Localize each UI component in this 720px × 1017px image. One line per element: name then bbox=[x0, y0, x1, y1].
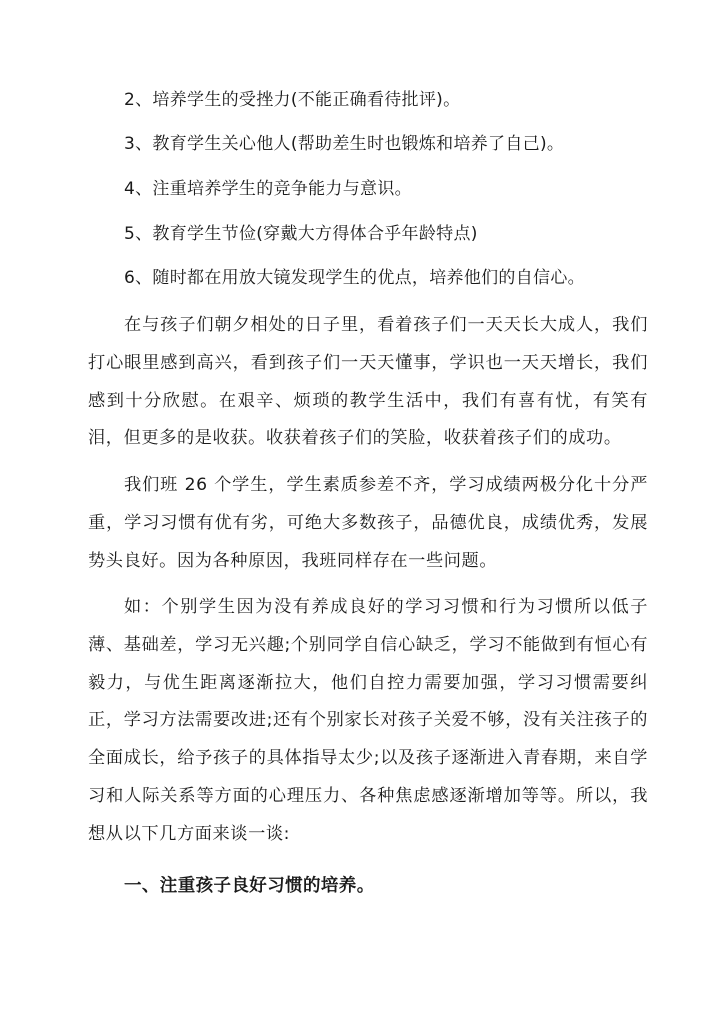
section-heading: 一、注重孩子良好习惯的培养。 bbox=[124, 876, 375, 896]
list-item-2: 2、培养学生的受挫力(不能正确看待批评)。 bbox=[124, 90, 461, 110]
list-item-5: 5、教育学生节俭(穿戴大方得体合乎年龄特点) bbox=[124, 224, 478, 244]
list-item-3: 3、教育学生关心他人(帮助差生时也锻炼和培养了自己)。 bbox=[124, 134, 565, 154]
paragraph-growth: 在与孩子们朝夕相处的日子里，看着孩子们一天天长大成人，我们打心眼里感到高兴，看到孩子们一天天懂事，学识也一天天增长，我们感到十分欣慰。在艰辛、烦琐的教学生活中，我们有喜有忧，有笑有泪，但更多的是收获。收获着孩子们的笑脸，收获着孩子们的成功。 bbox=[88, 315, 648, 449]
paragraph-problems: 如：个别学生因为没有养成良好的学习习惯和行为习惯所以低子薄、基础差，学习无兴趣;个别同学自信心缺乏，学习不能做到有恒心有毅力，与优生距离逐渐拉大，他们自控力需要加强，学习习惯需要纠正，学习方法需要改进;还有个别家长对孩子关爱不够，没有关注孩子的全面成长，给予孩子的具体指导太少;以及孩子逐渐进入青春期，来自学习和人际关系等方面的心理压力、各种焦虑感逐渐增加等等。所以，我想从以下几方面来谈一谈: bbox=[88, 597, 648, 844]
list-item-4: 4、注重培养学生的竞争能力与意识。 bbox=[124, 179, 412, 199]
paragraph-class-overview: 我们班 26 个学生，学生素质参差不齐，学习成绩两极分化十分严重，学习习惯有优有劣，可绝大多数孩子，品德优良，成绩优秀，发展势头良好。因为各种原因，我班同样存在一些问题。 bbox=[88, 475, 648, 571]
list-item-6: 6、随时都在用放大镜发现学生的优点，培养他们的自信心。 bbox=[124, 268, 585, 288]
